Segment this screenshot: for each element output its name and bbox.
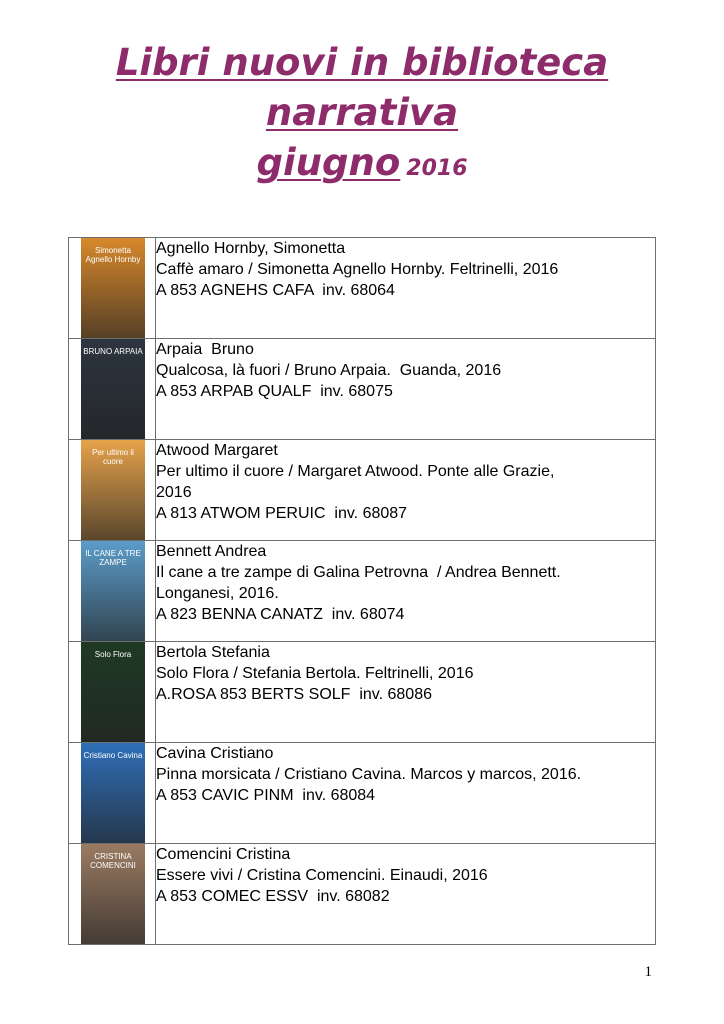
- book-author: Bennett Andrea: [156, 543, 267, 560]
- book-cover-image: [81, 642, 145, 742]
- book-title: Essere vivi / Cristina Comencini. Einaudi, 2016: [156, 867, 488, 884]
- book-row: [69, 541, 656, 642]
- book-row: [69, 844, 656, 945]
- book-title-continued: Longanesi, 2016.: [156, 585, 279, 602]
- book-row: [69, 440, 656, 541]
- book-author: Cavina Cristiano: [156, 745, 274, 762]
- title-line-2: narrativa: [265, 91, 459, 134]
- book-cover-image: [81, 844, 145, 944]
- cover-cell: [69, 541, 156, 642]
- title-month: giugno: [256, 141, 401, 184]
- book-title: Il cane a tre zampe di Galina Petrovna / Andrea Bennett.: [156, 564, 561, 581]
- book-title: Qualcosa, là fuori / Bruno Arpaia. Guanda, 2016: [156, 362, 502, 379]
- book-author: Bertola Stefania: [156, 644, 270, 661]
- cover-text: CRISTINA COMENCINI: [90, 852, 136, 870]
- book-cover-image: [81, 238, 145, 338]
- book-cover-image: [81, 541, 145, 641]
- title-line-3: [0, 138, 724, 188]
- cover-text: Per ultimo il cuore: [92, 448, 134, 466]
- book-row: [69, 642, 656, 743]
- book-title: Per ultimo il cuore / Margaret Atwood. Ponte alle Grazie,: [156, 463, 555, 480]
- book-call-number: A.ROSA 853 BERTS SOLF inv. 68086: [156, 686, 432, 703]
- book-info: [156, 238, 656, 339]
- cover-text: IL CANE A TRE ZAMPE: [85, 549, 141, 567]
- book-info: [156, 743, 656, 844]
- cover-text: Cristiano Cavina: [83, 751, 143, 760]
- book-call-number: A 853 AGNEHS CAFA inv. 68064: [156, 282, 395, 299]
- book-call-number: A 853 CAVIC PINM inv. 68084: [156, 787, 376, 804]
- book-author: Atwood Margaret: [156, 442, 278, 459]
- title-year: 2016: [406, 156, 468, 181]
- book-title: Solo Flora / Stefania Bertola. Feltrinelli, 2016: [156, 665, 474, 682]
- book-title-continued: 2016: [156, 484, 192, 501]
- document-title: [0, 38, 724, 188]
- cover-cell: [69, 440, 156, 541]
- book-cover-image: [81, 743, 145, 843]
- book-title: Caffè amaro / Simonetta Agnello Hornby. Feltrinelli, 2016: [156, 261, 559, 278]
- cover-cell: [69, 339, 156, 440]
- book-row: [69, 238, 656, 339]
- book-author: Agnello Hornby, Simonetta: [156, 240, 346, 257]
- book-call-number: A 823 BENNA CANATZ inv. 68074: [156, 606, 405, 623]
- title-line-1: Libri nuovi in biblioteca: [115, 41, 609, 84]
- books-table: [68, 237, 656, 945]
- book-call-number: A 853 COMEC ESSV inv. 68082: [156, 888, 390, 905]
- cover-cell: [69, 642, 156, 743]
- cover-text: BRUNO ARPAIA: [83, 347, 143, 356]
- cover-cell: [69, 238, 156, 339]
- book-author: Comencini Cristina: [156, 846, 291, 863]
- page-number: 1: [644, 964, 652, 980]
- book-row: [69, 743, 656, 844]
- book-author: Arpaia Bruno: [156, 341, 254, 358]
- cover-cell: [69, 844, 156, 945]
- book-info: [156, 440, 656, 541]
- book-cover-image: [81, 440, 145, 540]
- cover-text: Simonetta Agnello Hornby: [85, 246, 141, 264]
- book-info: [156, 541, 656, 642]
- book-title: Pinna morsicata / Cristiano Cavina. Marcos y marcos, 2016.: [156, 766, 582, 783]
- cover-text: Solo Flora: [94, 650, 132, 659]
- book-row: [69, 339, 656, 440]
- book-call-number: A 813 ATWOM PERUIC inv. 68087: [156, 505, 408, 522]
- book-info: [156, 642, 656, 743]
- book-cover-image: [81, 339, 145, 439]
- book-call-number: A 853 ARPAB QUALF inv. 68075: [156, 383, 393, 400]
- cover-cell: [69, 743, 156, 844]
- book-info: [156, 844, 656, 945]
- book-info: [156, 339, 656, 440]
